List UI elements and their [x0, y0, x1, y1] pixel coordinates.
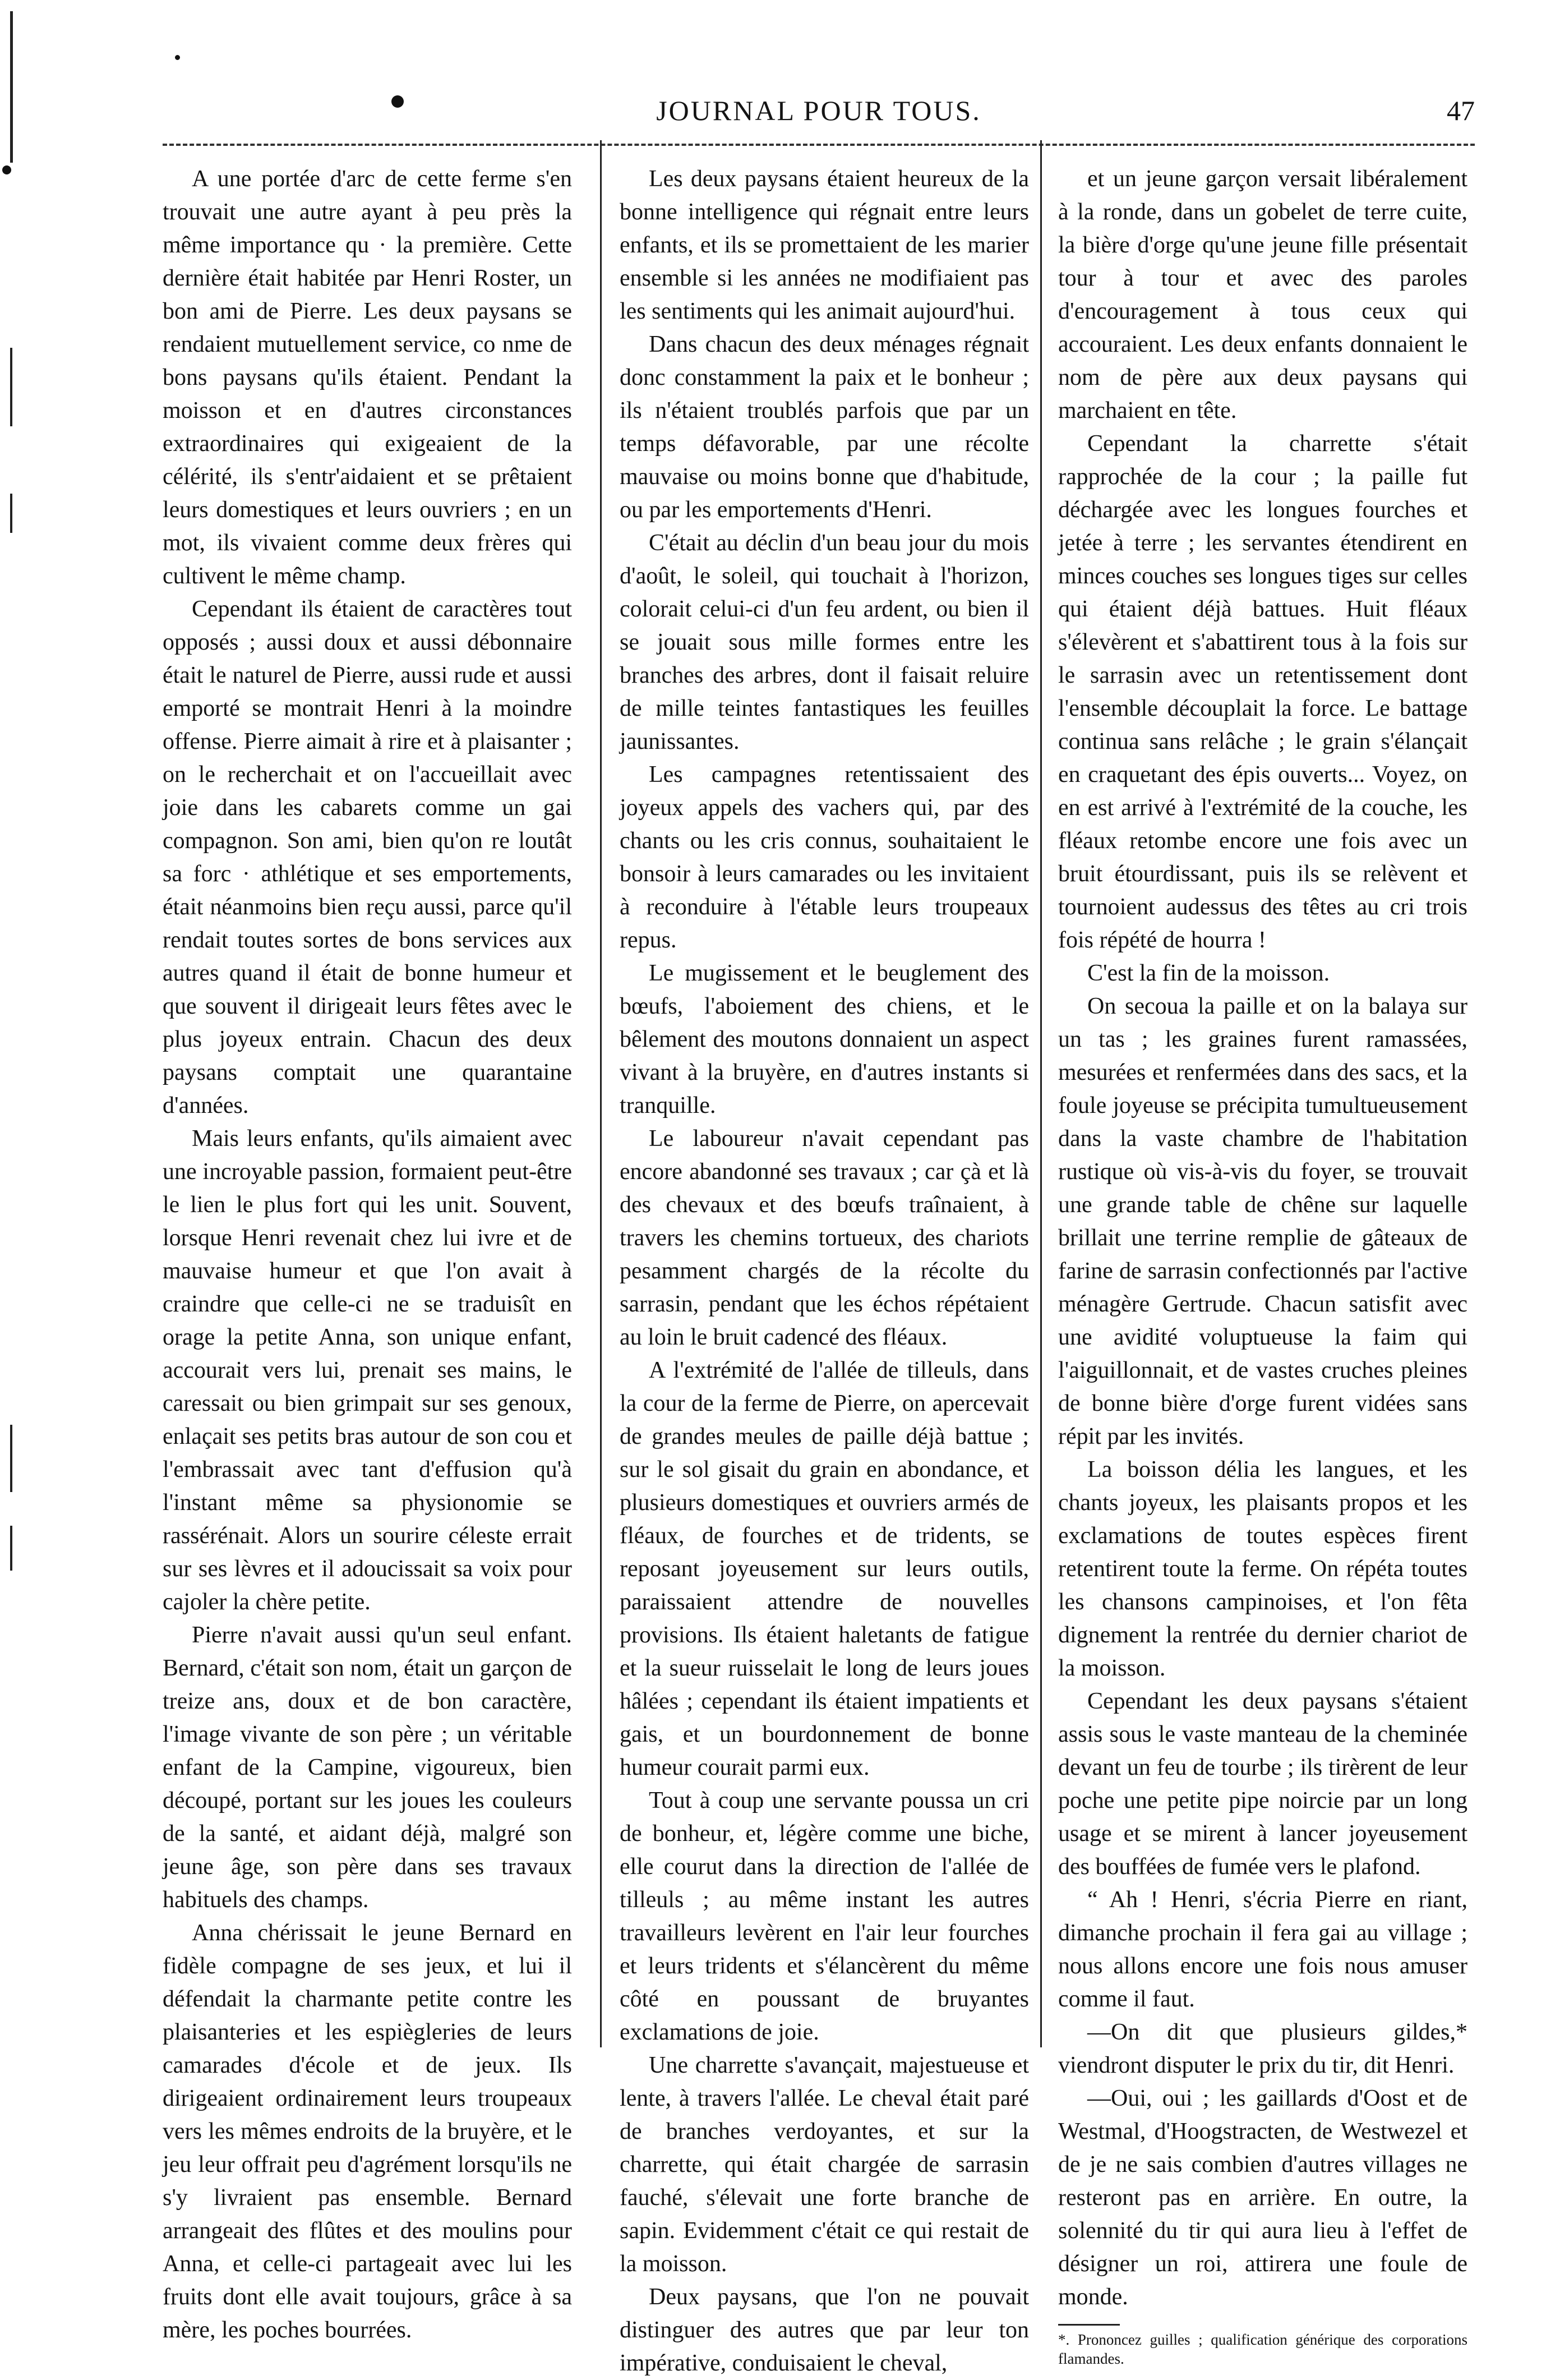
page-number: 47: [1447, 95, 1475, 126]
column-divider: [1040, 140, 1042, 2047]
paragraph: Mais leurs enfants, qu'ils aimaient avec une incroyable passion, formaient peut-être le lien le plus fort qui les unit. Souvent, lorsque Henri revenait chez lui ivre et de mauvaise humeur et que l'on avait à craindre que celle-ci ne se traduisît en orage la petite Anna, son unique enfant, accourait vers lui, prenait ses mains, le caressait ou bien grimpait sur ses genoux, enlaçait ses petits bras autour de son cou et l'embrassait avec tant d'effusion qu'à l'instant même sa physionomie se rassérénait. Alors un sourire céleste errait sur ses lèvres et il adoucissait sa voix pour cajoler la chère petite.: [163, 1126, 572, 1615]
running-head: JOURNAL POUR TOUS.: [656, 95, 981, 126]
scan-margin-mark: [10, 11, 13, 163]
paragraph: et un jeune garçon versait libéralement à la ronde, dans un gobelet de terre cuite, la bière d'orge qu'une jeune fille présentait tour à tour et avec des paroles d'encouragement à tous ceux qui accouraient. Les deux enfants donnaient le nom de père aux deux paysans qui marchaient en tête.: [1058, 166, 1467, 423]
scan-margin-mark: [10, 494, 12, 533]
scan-speck: [175, 55, 180, 60]
article-column-1: [163, 163, 572, 2343]
paragraph: —Oui, oui ; les gaillards d'Oost et de Westmal, d'Hoogstracten, de Westwezel et de je ne sais combien d'autres villages ne resteront pas en arrière. En outre, la solennité du tir qui aura lieu à l'effet de désigner un roi, attirera une foule de monde.: [1058, 2086, 1467, 2310]
paragraph: Cependant ils étaient de caractères tout opposés ; aussi doux et aussi débonnaire était le naturel de Pierre, aussi rude et aussi emporté se montrait Henri à la moindre offense. Pierre aimait à rire et à plaisanter ; on le recherchait et on l'accueillait avec joie dans les cabarets comme un gai compagnon. Son ami, bien qu'on re loutât sa forc · athlétique et ses emportements, était néanmoins bien reçu aussi, parce qu'il rendait toutes sortes de bons services aux autres quand il était de bonne humeur et que souvent il dirigeait leurs fêtes avec le plus joyeux entrain. Chacun des deux paysans comptait une quarantaine d'années.: [163, 596, 572, 1118]
paragraph: C'était au déclin d'un beau jour du mois d'août, le soleil, qui touchait à l'horizon, colorait celui-ci d'un feu ardent, ou bien il se jouait sous mille formes entre les branches des arbres, dont il faisait reluire de mille teintes fantastiques les feuilles jaunissantes.: [620, 530, 1029, 754]
paragraph: La boisson délia les langues, et les chants joyeux, les plaisants propos et les exclamations de toutes espèces firent retentirent toute la ferme. On répéta toutes les chansons campinoises, et l'on fêta dignement la rentrée du dernier chariot de la moisson.: [1058, 1457, 1467, 1681]
paragraph: —On dit que plusieurs gildes,* viendront disputer le prix du tir, dit Henri.: [1058, 2019, 1467, 2078]
scan-margin-mark: [10, 348, 12, 426]
paragraph: A une portée d'arc de cette ferme s'en trouvait une autre ayant à peu près la même importance qu · la première. Cette dernière était habitée par Henri Roster, un bon ami de Pierre. Les deux paysans se rendaient mutuellement service, co nme de bons paysans qu'ils étaient. Pendant la moisson et en d'autres circonstances extraordinaires qui exigeaient de la célérité, ils s'entr'aidaient et se prêtaient leurs domestiques et leurs ouvriers ; en un mot, ils vivaient comme deux frères qui cultivent le même champ.: [163, 166, 572, 589]
paragraph: Le mugissement et le beuglement des bœufs, l'aboiement des chiens, et le bêlement des moutons donnaient un aspect vivant à la bruyère, en d'autres instants si tranquille.: [620, 960, 1029, 1118]
paragraph: Une charrette s'avançait, majestueuse et lente, à travers l'allée. Le cheval était paré de branches verdoyantes, et sur la charrette, qui était chargée de sarrasin fauché, s'élevait une forte branche de sapin. Evidemment c'était ce qui restait de la moisson.: [620, 2052, 1029, 2277]
paragraph: Les deux paysans étaient heureux de la bonne intelligence qui régnait entre leurs enfants, et ils se promettaient de les marier ensemble si les années ne modifiaient pas les sentiments qui les animait aujourd'hui.: [620, 166, 1029, 324]
scan-speck: [2, 165, 11, 174]
footnote: *. Prononcez guilles ; qualification générique des corporations flamandes.: [1058, 2331, 1467, 2367]
paragraph: Tout à coup une servante poussa un cri de bonheur, et, légère comme une biche, elle courut dans la direction de l'allée de tilleuls ; au même instant les autres travailleurs levèrent en l'air leur fourches et leurs tridents et s'élancèrent du même côté en poussant de bruyantes exclamations de joie.: [620, 1788, 1029, 2045]
footnote-rule: [1058, 2324, 1120, 2326]
paragraph: Cependant les deux paysans s'étaient assis sous le vaste manteau de la cheminée devant un feu de tourbe ; ils tirèrent de leur poche une petite pipe noircie par un long usage et se mirent à lancer joyeusement des bouffées de fumée vers le plafond.: [1058, 1688, 1467, 1880]
scan-margin-mark: [10, 1526, 12, 1571]
header-rule: [163, 144, 1475, 146]
article-column-3: [1058, 163, 1467, 2367]
page-header: [163, 94, 1475, 133]
paragraph: On secoua la paille et on la balaya sur un tas ; les graines furent ramassées, mesurées et renfermées dans des sacs, et la foule joyeuse se précipita tumultueusement dans la vaste chambre de l'habitation rustique où vis-à-vis du foyer, se trouvait une grande table de chêne sur laquelle brillait une terrine remplie de gâteaux de farine de sarrasin confectionnés par l'active ménagère Gertrude. Chacun satisfit avec une avidité voluptueuse la faim qui l'aiguillonnait, et de vastes cruches pleines de bonne bière d'orge furent vidées sans répit par les invités.: [1058, 993, 1467, 1449]
paragraph: A l'extrémité de l'allée de tilleuls, dans la cour de la ferme de Pierre, on apercevait de grandes meules de paille déjà battue ; sur le sol gisait du grain en abondance, et plusieurs domestiques et ouvriers armés de fléaux, de fourches et de tridents, se reposant joyeusement sur leurs outils, paraissaient attendre de nouvelles provisions. Ils étaient haletants de fatigue et la sueur ruisselait le long de leurs joues hâlées ; cependant ils étaient impatients et gais, et un bourdonnement de bonne humeur courait parmi eux.: [620, 1357, 1029, 1780]
paragraph: Anna chérissait le jeune Bernard en fidèle compagne de ses jeux, et lui il défendait la charmante petite contre les plaisanteries et les espiègleries de leurs camarades d'école et de jeux. Ils dirigeaient ordinairement leurs troupeaux vers les mêmes endroits de la bruyère, et le jeu leur offrait peu d'agrément lorsqu'ils ne s'y livraient pas ensemble. Bernard arrangeait des flûtes et des moulins pour Anna, et celle-ci partageait avec lui les fruits dont elle avait toujours, grâce à sa mère, les poches bourrées.: [163, 1920, 572, 2343]
article-column-2: [620, 163, 1029, 2376]
paragraph: Cependant la charrette s'était rapprochée de la cour ; la paille fut déchargée avec les longues fourches et jetée à terre ; les servantes étendirent en minces couches ses longues tiges sur celles qui étaient déjà battues. Huit fléaux s'élevèrent et s'abattirent tous à la fois sur le sarrasin avec un retentissement dont l'ensemble découplait la force. Le battage continua sans relâche ; le grain s'élançait en craquetant des épis ouverts... Voyez, on en est arrivé à l'extrémité de la couche, les fléaux retombe encore une fois avec un bruit étourdissant, puis ils se relèvent et tournoient audessus des têtes au cri trois fois répété de hourra !: [1058, 431, 1467, 953]
column-divider: [600, 140, 602, 2047]
paragraph: “ Ah ! Henri, s'écria Pierre en riant, dimanche prochain il fera gai au village ; nous allons encore une fois nous amuser comme il faut.: [1058, 1887, 1467, 2012]
paragraph: Deux paysans, que l'on ne pouvait distinguer des autres que par leur ton impérative, conduisaient le cheval,: [620, 2284, 1029, 2376]
scan-margin-mark: [10, 1425, 12, 1492]
paragraph: Les campagnes retentissaient des joyeux appels des vachers qui, par des chants ou les cris connus, souhaitaient le bonsoir à leurs camarades ou les invitaient à reconduire à l'étable leurs troupeaux repus.: [620, 762, 1029, 953]
paragraph: Dans chacun des deux ménages régnait donc constamment la paix et le bonheur ; ils n'étaient troublés parfois que par un temps défavorable, par une récolte mauvaise ou moins bonne que d'habitude, ou par les emportements d'Henri.: [620, 332, 1029, 523]
paragraph: Pierre n'avait aussi qu'un seul enfant. Bernard, c'était son nom, était un garçon de treize ans, doux et de bon caractère, l'image vivante de son père ; un véritable enfant de la Campine, vigoureux, bien découpé, portant sur les joues les couleurs de la santé, et aidant déjà, malgré son jeune âge, son père dans ses travaux habituels des champs.: [163, 1622, 572, 1913]
paragraph: C'est la fin de la moisson.: [1087, 960, 1330, 986]
paragraph: Le laboureur n'avait cependant pas encore abandonné ses travaux ; car çà et là des chevaux et des bœufs traînaient, à travers les chemins tortueux, des chariots pesamment chargés de la récolte du sarrasin, pendant que les échos répétaient au loin le bruit cadencé des fléaux.: [620, 1126, 1029, 1350]
